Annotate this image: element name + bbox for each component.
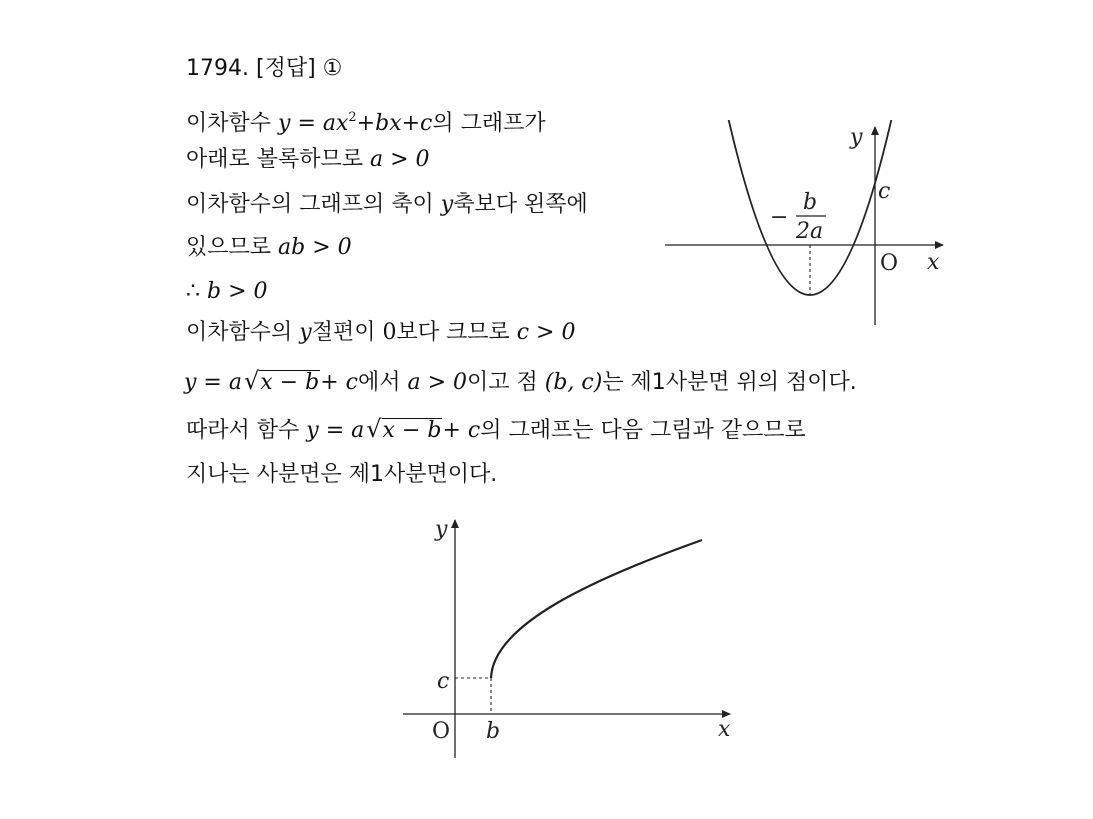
answer-label: [정답] [255, 56, 316, 81]
line-text: 지나는 사분면은 제1사분면이다. [186, 462, 498, 487]
line-text: 절편이 [311, 320, 376, 345]
inequality: a > 0 [407, 370, 467, 395]
inequality: b > 0 [207, 279, 268, 304]
fraction-denominator: 2a [796, 219, 824, 244]
line-text: 이차함수 [186, 111, 272, 136]
solution-line-7 [184, 366, 857, 398]
radical-sign: √ [366, 415, 382, 443]
therefore-symbol: ∴ [186, 279, 200, 304]
root-formula: y = a [184, 370, 242, 395]
root-formula-rest: + c [320, 370, 358, 395]
root-formula-rest: + c [442, 418, 481, 443]
inequality: c > 0 [516, 320, 576, 345]
line-text: 는 제1사분면 위의 점이다. [602, 370, 857, 395]
answer-symbol: ① [322, 56, 343, 81]
c-label: c [878, 179, 891, 204]
line-text: 이차함수의 [186, 320, 293, 345]
solution-line-8 [186, 414, 806, 446]
problem-number: 1794. [186, 56, 249, 81]
number: 0 [382, 320, 397, 345]
origin-label: O [432, 719, 451, 744]
line-text: 있으므로 [186, 235, 272, 260]
y-axis-label: y [850, 125, 863, 150]
quadratic-formula-rest: +bx+c [356, 111, 433, 136]
line-text: 보다 크므로 [396, 320, 510, 345]
line-text: 이차함수의 그래프의 축이 [186, 192, 434, 217]
line-text: 따라서 함수 [186, 418, 300, 443]
fraction-numerator: b [803, 190, 818, 215]
line-text: 에서 [357, 370, 401, 395]
quadratic-formula: y = ax [278, 111, 349, 136]
line-text: 의 그래프가 [432, 111, 546, 136]
inequality: a > 0 [370, 147, 430, 172]
solution-line-6 [186, 318, 575, 348]
variable: y [440, 192, 454, 217]
sqrt-graph [400, 510, 745, 770]
solution-line-1 [186, 103, 546, 139]
line-text: 이고 점 [467, 370, 538, 395]
parabola-graph [660, 120, 960, 330]
inequality: ab > 0 [278, 235, 352, 260]
line-text: 아래로 볼록하므로 [186, 147, 364, 172]
c-label: c [437, 669, 450, 694]
x-axis-label: x [927, 250, 940, 275]
radicand: x − b [260, 370, 320, 395]
minus-sign: − [770, 205, 789, 230]
exponent: 2 [348, 110, 357, 125]
b-label: b [486, 719, 501, 744]
y-axis-label: y [435, 517, 448, 542]
solution-line-4 [186, 233, 352, 263]
origin-label: O [880, 251, 899, 276]
line-text: 의 그래프는 다음 그림과 같으므로 [480, 418, 806, 443]
solution-line-2 [186, 145, 430, 175]
sqrt-curve [491, 540, 702, 678]
solution-line-5 [186, 277, 268, 307]
solution-line-3 [186, 190, 588, 220]
x-axis-label: x [718, 717, 731, 742]
answer-header [186, 54, 342, 84]
radicand: x − b [382, 418, 442, 443]
variable: y [299, 320, 312, 345]
solution-line-9 [186, 460, 497, 490]
root-formula: y = a [306, 418, 365, 443]
line-text: 축보다 왼쪽에 [453, 192, 588, 217]
radical-sign: √ [243, 367, 260, 395]
point-coordinates: (b, c) [544, 370, 603, 395]
